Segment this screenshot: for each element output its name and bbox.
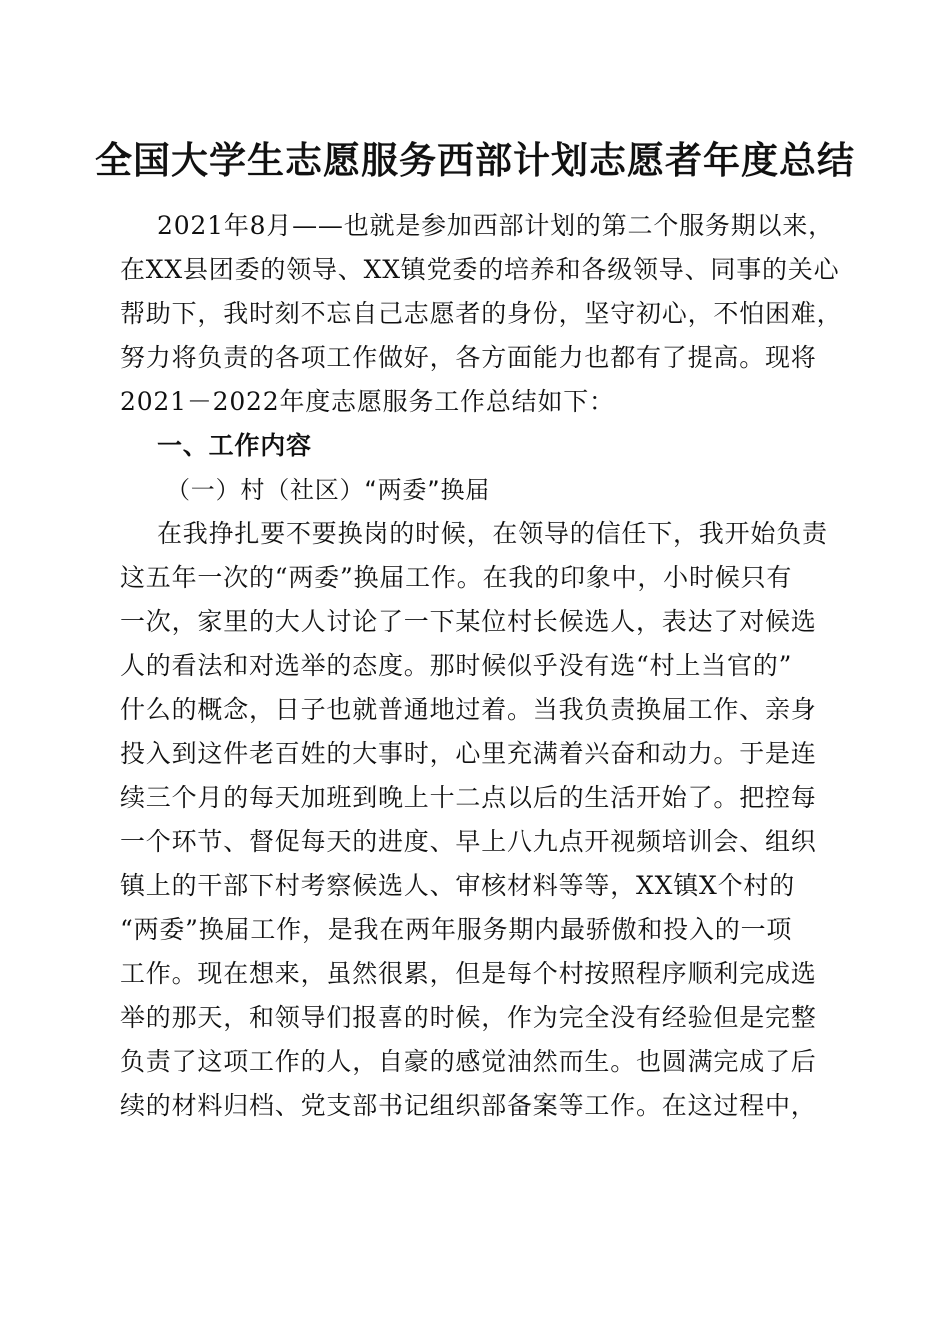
body-line: 什么的概念，日子也就普通地过着。当我负责换届工作、亲身 xyxy=(120,695,817,724)
intro-line: 2021－2022年度志愿服务工作总结如下： xyxy=(120,387,615,416)
body-line: 负责了这项工作的人，自豪的感觉油然而生。也圆满完成了后 xyxy=(120,1047,817,1076)
intro-line: 帮助下，我时刻不忘自己志愿者的身份，坚守初心，不怕困难， xyxy=(120,299,843,328)
intro-line: 2021年8月——也就是参加西部计划的第二个服务期以来， xyxy=(157,211,834,240)
intro-line: 在XX县团委的领导、XX镇党委的培养和各级领导、同事的关心 xyxy=(120,255,840,284)
body-line: 这五年一次的“两委”换届工作。在我的印象中，小时候只有 xyxy=(120,563,793,592)
body-line: 一个环节、督促每天的进度、早上八九点开视频培训会、组织 xyxy=(120,827,817,856)
body-line: 续三个月的每天加班到晚上十二点以后的生活开始了。把控每 xyxy=(120,783,817,812)
body-line: 续的材料归档、党支部书记组织部备案等工作。在这过程中， xyxy=(120,1091,817,1120)
intro-line: 努力将负责的各项工作做好，各方面能力也都有了提高。现将 xyxy=(120,343,817,372)
body-line: 工作。现在想来，虽然很累，但是每个村按照程序顺利完成选 xyxy=(120,959,817,988)
body-line: “两委”换届工作，是我在两年服务期内最骄傲和投入的一项 xyxy=(120,915,793,944)
body-line: 投入到这件老百姓的大事时，心里充满着兴奋和动力。于是连 xyxy=(120,739,817,768)
body-line: 镇上的干部下村考察候选人、审核材料等等，XX镇X个村的 xyxy=(120,871,795,900)
section-heading: 一、工作内容 xyxy=(157,431,312,460)
document-title: 全国大学生志愿服务西部计划志愿者年度总结 xyxy=(95,138,855,182)
body-line: 一次，家里的大人讨论了一下某位村长候选人，表达了对候选 xyxy=(120,607,817,636)
body-line: 举的那天，和领导们报喜的时候，作为完全没有经验但是完整 xyxy=(120,1003,817,1032)
subsection-heading: （一）村（社区）“两委”换届 xyxy=(166,476,491,504)
body-line: 在我挣扎要不要换岗的时候，在领导的信任下，我开始负责 xyxy=(157,519,828,548)
body-line: 人的看法和对选举的态度。那时候似乎没有选“村上当官的” xyxy=(120,651,793,680)
